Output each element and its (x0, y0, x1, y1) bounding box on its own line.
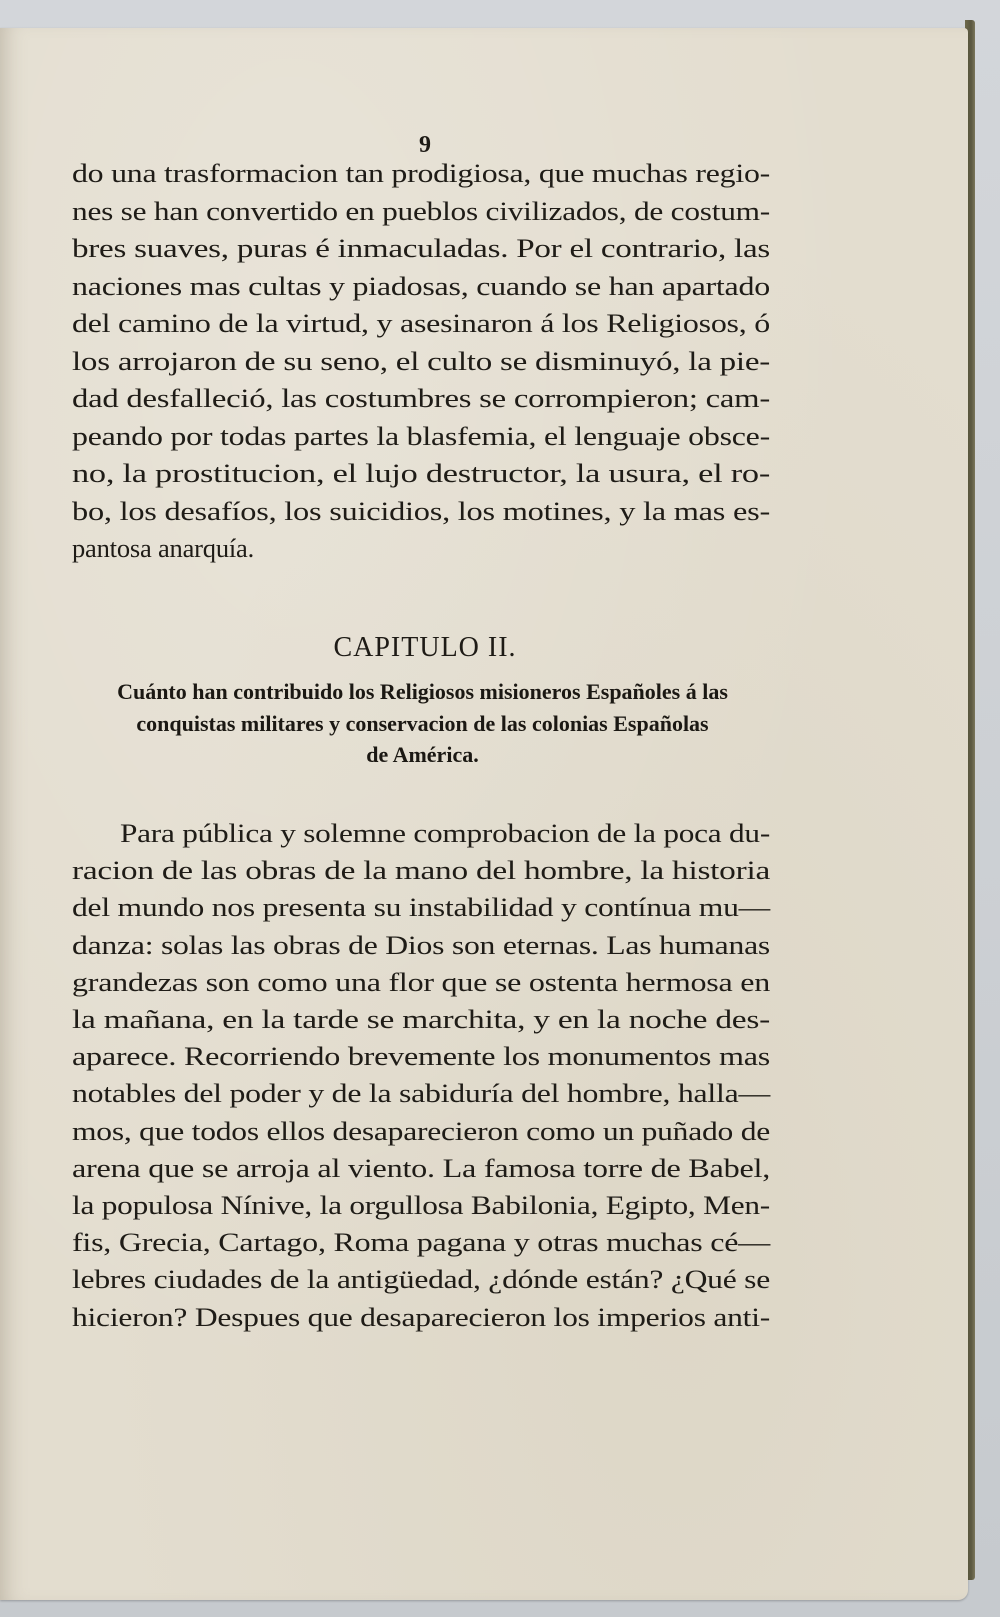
text-line: racion de las obras de la mano del hombre, la historia (72, 855, 770, 886)
text-line: la populosa Nínive, la orgullosa Babilonia, Egipto, Men- (72, 1190, 770, 1220)
book-page (0, 28, 968, 1600)
text-line: grandezas son como una flor que se ostenta hermosa en (72, 966, 770, 997)
text-line: nes se han convertido en pueblos civilizados, de costum- (72, 195, 770, 226)
text-line: arena que se arroja al viento. La famosa torre de Babel, (72, 1152, 770, 1183)
text-line: la mañana, en la tarde se marchita, y en la noche des- (72, 1004, 770, 1034)
text-line: danza: solas las obras de Dios son eternas. Las humanas (72, 929, 770, 960)
text-line: del camino de la virtud, y asesinaron á los Religiosos, ó (72, 308, 770, 338)
text-line: conquistas militares y conservacion de las colonias Españolas (136, 710, 709, 736)
chapter-heading: CAPITULO II. (333, 632, 517, 663)
text-line: los arrojaron de su seno, el culto se disminuyó, la pie- (72, 345, 770, 376)
text-line: Cuánto han contribuido los Religiosos misioneros Españoles á las (117, 679, 728, 704)
text-line: de América. (366, 742, 479, 767)
text-line: lebres ciudades de la antigüedad, ¿dónde están? ¿Qué se (72, 1264, 770, 1295)
text-line: fis, Grecia, Cartago, Roma pagana y otras muchas cé— (72, 1227, 770, 1258)
page-number: 9 (419, 132, 431, 158)
text-line: dad desfalleció, las costumbres se corrompieron; cam- (72, 383, 770, 413)
text-line: no, la prostitucion, el lujo destructor, la usura, el ro- (72, 458, 770, 488)
text-line: Para pública y solemne comprobacion de la poca du- (120, 818, 770, 848)
text-line: naciones mas cultas y piadosas, cuando se han apartado (72, 270, 770, 301)
text-line: pantosa anarquía. (72, 533, 255, 563)
text-line: peando por todas partes la blasfemia, el lenguaje obsce- (72, 420, 770, 451)
text-line: del mundo nos presenta su instabilidad y contínua mu— (72, 892, 770, 923)
text-line: hicieron? Despues que desaparecieron los imperios anti- (72, 1301, 770, 1332)
text-line: notables del poder y de la sabiduría del hombre, halla— (72, 1078, 770, 1109)
text-line: do una trasformacion tan prodigiosa, que muchas regio- (72, 158, 770, 188)
text-line: bo, los desafíos, los suicidios, los motines, y la mas es- (72, 495, 770, 526)
text-line: aparece. Recorriendo brevemente los monumentos mas (72, 1041, 770, 1072)
text-line: bres suaves, puras é inmaculadas. Por el contrario, las (72, 233, 770, 263)
text-line: mos, que todos ellos desaparecieron como un puñado de (72, 1115, 770, 1146)
